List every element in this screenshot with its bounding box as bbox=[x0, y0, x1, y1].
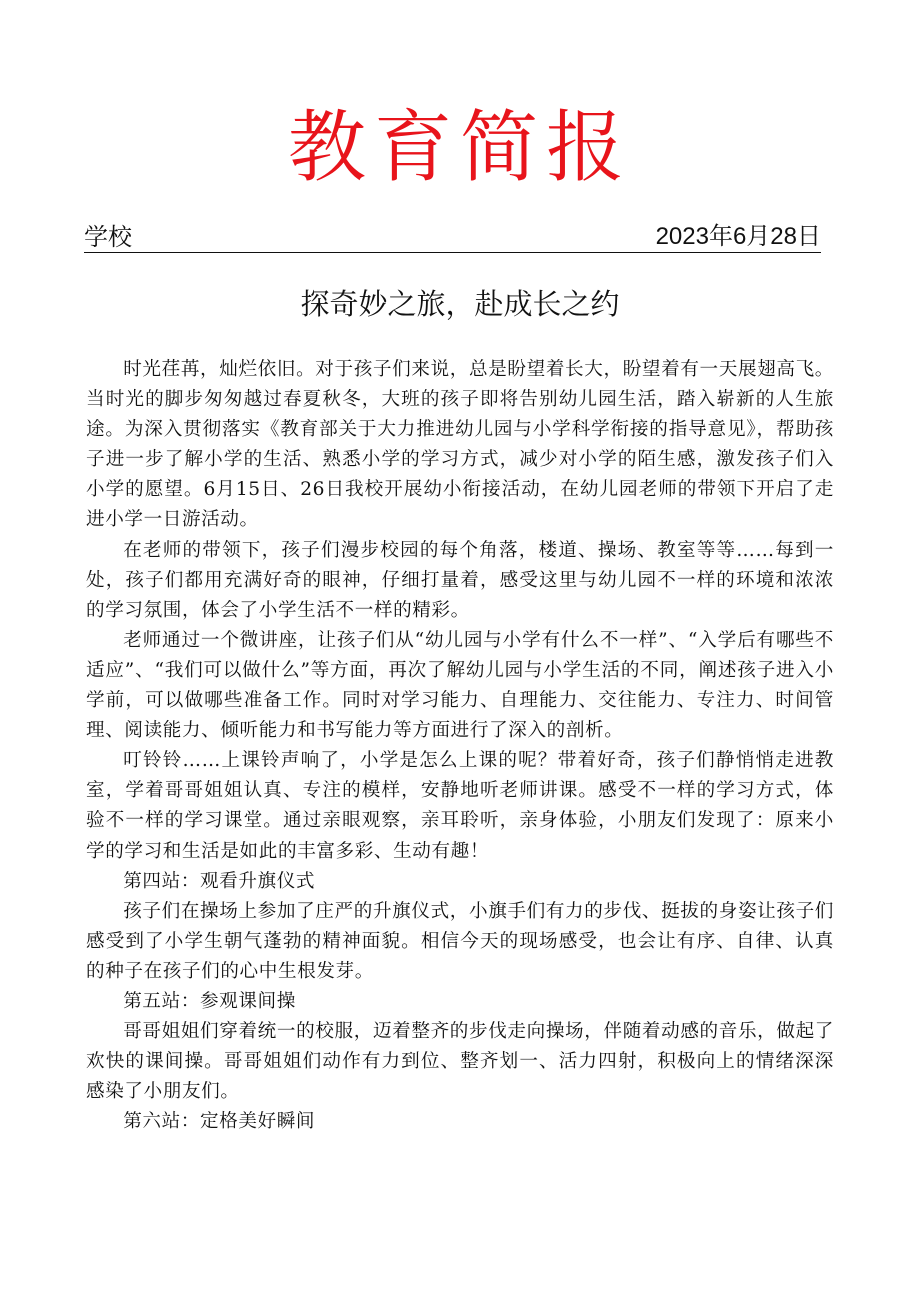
school-label: 学校 bbox=[84, 223, 132, 251]
article-paragraph: 哥哥姐姐们穿着统一的校服，迈着整齐的步伐走向操场，伴随着动感的音乐，做起了欢快的课间操。哥哥姐姐们动作有力到位、整齐划一、活力四射，积极向上的情绪深深感染了小朋友们。 bbox=[86, 1021, 834, 1103]
section-heading: 第五站：参观课间操 bbox=[123, 990, 296, 1012]
school-date-line bbox=[84, 222, 821, 253]
article-paragraph: 时光荏苒，灿烂依旧。对于孩子们来说，总是盼望着长大，盼望着有一天展翅高飞。当时光的脚步匆匆越过春夏秋冬，大班的孩子即将告别幼儿园生活，踏入崭新的人生旅途。为深入贯彻落实《教育部关于大力推进幼儿园与小学科学衔接的指导意见》，帮助孩子进一步了解小学的生活、熟悉小学的学习方式，减少对小学的陌生感，激发孩子们入小学的愿望。6月15日、26日我校开展幼小衔接活动，在幼儿园老师的带领下开启了走进小学一日游活动。 bbox=[86, 359, 834, 531]
issue-date: 2023年6月28日 bbox=[655, 223, 821, 250]
article-paragraph: 老师通过一个微讲座，让孩子们从“幼儿园与小学有什么不一样”、“入学后有哪些不适应”、“我们可以做什么”等方面，再次了解幼儿园与小学生活的不同，阐述孩子进入小学前，可以做哪些准备工作。同时对学习能力、自理能力、交往能力、专注力、时间管理、阅读能力、倾听能力和书写能力等方面进行了深入的剖析。 bbox=[86, 629, 834, 742]
article-body bbox=[86, 355, 834, 1137]
article-headline: 探奇妙之旅，赴成长之约 bbox=[300, 287, 620, 321]
section-heading: 第四站：观看升旗仪式 bbox=[123, 870, 316, 892]
newsletter-title: 教育简报 bbox=[287, 103, 632, 193]
article-paragraph: 在老师的带领下，孩子们漫步校园的每个角落，楼道、操场、教室等等……每到一处，孩子们都用充满好奇的眼神，仔细打量着，感受这里与幼儿园不一样的环境和浓浓的学习氛围，体会了小学生活不一样的精彩。 bbox=[86, 539, 834, 621]
section-heading: 第六站：定格美好瞬间 bbox=[123, 1111, 316, 1133]
article-paragraph: 孩子们在操场上参加了庄严的升旗仪式，小旗手们有力的步伐、挺拔的身姿让孩子们感受到了小学生朝气蓬勃的精神面貌。相信今天的现场感受，也会让有序、自律、认真的种子在孩子们的心中生根发芽。 bbox=[86, 900, 834, 982]
article-paragraph: 叮铃铃……上课铃声响了，小学是怎么上课的呢？带着好奇，孩子们静悄悄走进教室，学着哥哥姐姐认真、专注的模样，安静地听老师讲课。感受不一样的学习方式，体验不一样的学习课堂。通过亲眼观察，亲耳聆听，亲身体验，小朋友们发现了：原来小学的学习和生活是如此的丰富多彩、生动有趣！ bbox=[86, 750, 834, 862]
